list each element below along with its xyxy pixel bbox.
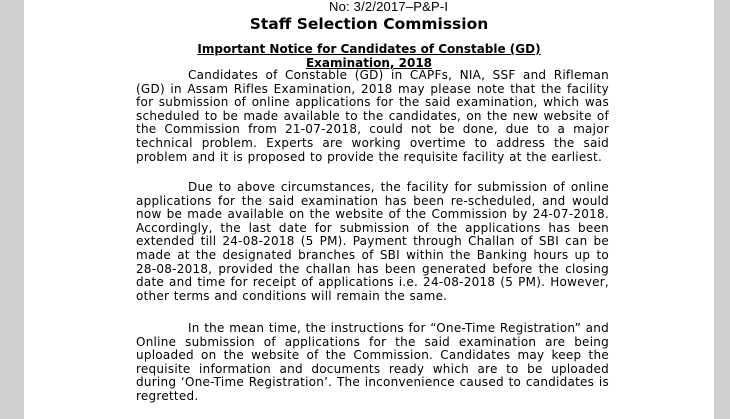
notice-subtitle-line-2: Examination, 2018 [305,56,433,70]
notice-paragraph-1: Candidates of Constable (GD) in CAPFs, NIA, SSF and Rifleman (GD) in Assam Rifles Examination, 2018 may please note that the facility for submission of online applications for the said examination, which was scheduled to be made available to the candidates, on the new website of the Commission from 21-07-2018, could not be done, due to a major technical problem. Experts are working overtime to address the said problem and it is proposed to provide the requisite facility at the earliest. [136,68,609,164]
page-title: Staff Selection Commission [249,15,489,33]
notice-paragraph-3: In the mean time, the instructions for “One-Time Registration” and Online submission of applications for the said examination are being uploaded on the website of the Commission. Candidates may keep the requisite information and documents ready which are to be uploaded during ‘One-Time Registration’. The inconvenience caused to candidates is regretted. [136,321,609,403]
document-number: No: 3/2/2017–P&P-I [329,0,449,14]
notice-subtitle [24,42,714,70]
notice-paragraph-2: Due to above circumstances, the facility for submission of online applications for the said examination has been re-scheduled, and would now be made available on the website of the Commission by 24-07-2018. Accordingly, the last date for submission of the applications has been extended till 24-08-2018 (5 PM). Payment through Challan of SBI can be made at the designated branches of SBI within the Banking hours up to 28-08-2018, provided the challan has been generated before the closing date and time for receipt of applications i.e. 24-08-2018 (5 PM). However, other terms and conditions will remain the same. [136,180,609,303]
document-page [24,0,714,419]
notice-subtitle-line-1: Important Notice for Candidates of Constable (GD) [197,42,541,56]
